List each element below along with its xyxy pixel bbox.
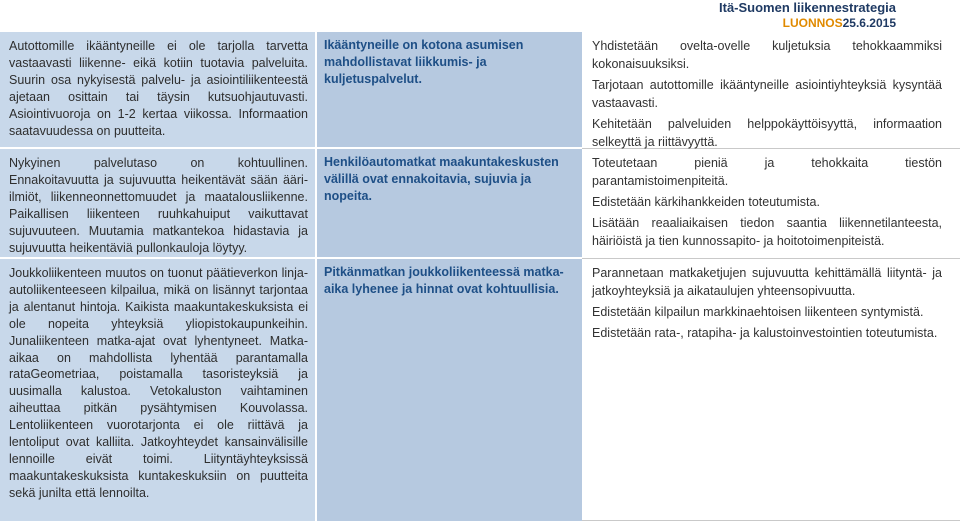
- action-item: Kehitetään palveluiden helppokäyttöisyyttä, informaation selkeyttä ja riittävyyttä.: [592, 117, 942, 149]
- goal-cell-2: [316, 149, 582, 259]
- action-item: Yhdistetään ovelta-ovelle kuljetuksia tehokkaammiksi kokonaisuuksiksi.: [592, 39, 942, 71]
- goal-cell-1: [316, 32, 582, 149]
- current-state-column: [0, 32, 316, 521]
- goal-text: Ikääntyneille on kotona asumisen mahdollistavat liikkumis- ja kuljetuspalvelut.: [324, 38, 524, 86]
- action-item: Parannetaan matkaketjujen sujuvuutta kehittämällä liityntä- ja jatkoyhteyksiä ja aikataulujen yhteensopivuutta.: [592, 266, 942, 298]
- action-item: Toteutetaan pieniä ja tehokkaita tiestön parantamistoimenpiteitä.: [592, 156, 942, 188]
- goal-column: [316, 32, 582, 521]
- draft-date: 25.6.2015: [842, 16, 896, 30]
- current-state-text: Nykyinen palvelutaso on kohtuullinen. Ennakoitavuutta ja sujuvuutta heikentävät sään ääri-ilmiöt, liikenneonnettomuudet ja maatalousliikenne. Paikallisen liikenteen ruuhkahuiput vaikuttavat sujuvuuteen. Muutamia matkantekoa hidastavia ja sujuvuutta heikentäviä pullonkauloja löytyy.: [9, 156, 308, 255]
- current-state-text: Joukkoliikenteen muutos on tuonut päätieverkon linja-autoliikenteeseen kilpailua, mikä on lisännyt tarjontaa ja alentanut hintoja. Kaikista maakuntakeskuksista ei ole nopeita yhteyksiä yliopistokaupunkeihin. Junaliikenteen matka-ajat ovat lyhentyneet. Matka-aikaa on mahdollista lyhentää parantamalla rataGeometriaa, poistamalla tasoristeyksiä ja uusimalla kalustoa. Vetokaluston vaihtaminen aiheuttaa pitkän pysähtymisen Kouvolassa. Lentoliikenteen vuorotarjonta ei ole riittävä ja lentoliput ovat kalliita. Jatkoyhteydet kansainvälisille lennoille eivät toimi. Liityntäyhteyksissä maakuntakeskuksista kuntakeskuksiin on puutteita sekä junilta että lennoilta.: [9, 266, 308, 500]
- draft-stamp: [719, 16, 896, 30]
- action-item: Lisätään reaaliaikaisen tiedon saantia liikennetilanteesta, häiriöistä ja tien kunnossapito- ja hoitotoimenpiteistä.: [592, 216, 942, 248]
- action-item: Edistetään kilpailun markkinaehtoisen liikenteen syntymistä.: [592, 305, 924, 319]
- current-state-cell-2: [0, 149, 316, 259]
- actions-cell-2: [582, 149, 960, 259]
- current-state-cell-1: [0, 32, 316, 149]
- goal-text: Henkilöautomatkat maakuntakeskusten välillä ovat ennakoitavia, sujuvia ja nopeita.: [324, 155, 559, 203]
- current-state-text: Autottomille ikääntyneille ei ole tarjolla tarvetta vastaavasti liikenne- eikä kotiin tuotavia palveluita. Suurin osa nykyisestä palvelu- ja asiointiliikenteestä ajetaan osittain tai täysin kutsuohjautuvasti. Asiointivuoroja on 1-2 kertaa viikossa. Informaation saatavuudessa on puutteita.: [9, 39, 308, 138]
- document-header: [719, 0, 896, 30]
- goal-text: Pitkänmatkan joukkoliikenteessä matka-aika lyhenee ja hinnat ovat kohtuullisia.: [324, 265, 564, 296]
- draft-label: LUONNOS: [782, 16, 843, 30]
- column-divider: [315, 32, 317, 521]
- organization-title: Itä-Suomen liikennestrategia: [719, 0, 896, 15]
- actions-cell-1: [582, 32, 960, 149]
- goal-cell-3: [316, 259, 582, 521]
- actions-column: [582, 32, 960, 521]
- action-item: Tarjotaan autottomille ikääntyneille asiointiyhteyksiä kysyntää vastaavasti.: [592, 78, 942, 110]
- action-item: Edistetään rata-, ratapiha- ja kalustoinvestointien toteutumista.: [592, 326, 938, 340]
- actions-cell-3: [582, 259, 960, 521]
- action-item: Edistetään kärkihankkeiden toteutumista.: [592, 195, 820, 209]
- current-state-cell-3: [0, 259, 316, 521]
